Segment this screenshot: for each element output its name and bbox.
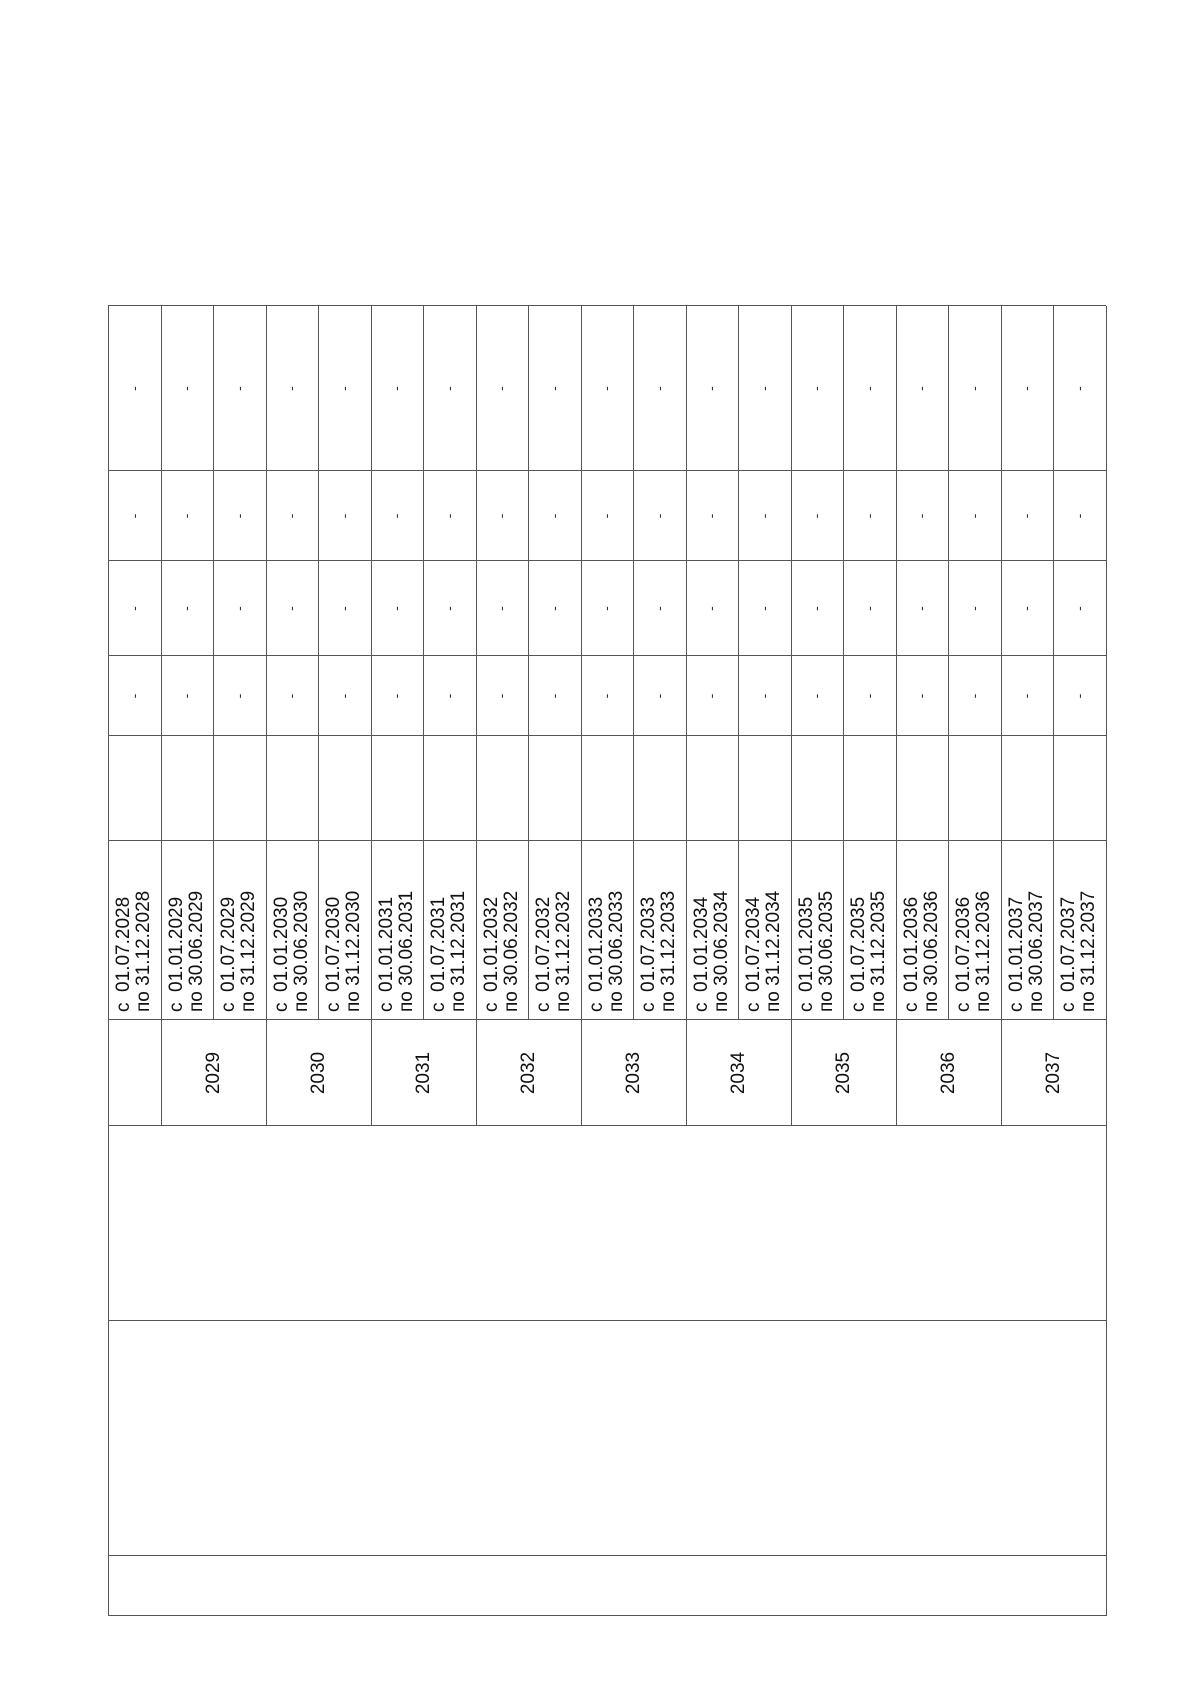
value-cell: - bbox=[230, 693, 247, 699]
period-cell: с 01.01.2032 по 30.06.2032 bbox=[480, 890, 522, 1012]
value-cell: - bbox=[230, 513, 247, 519]
value-cell: - bbox=[913, 606, 930, 611]
column-divider bbox=[108, 1320, 1106, 1321]
period-cell: с 01.07.2028 по 31.12.2028 bbox=[113, 890, 155, 1012]
period-cell: с 01.07.2035 по 31.12.2035 bbox=[848, 890, 890, 1012]
value-cell: - bbox=[1018, 513, 1035, 519]
value-cell: - bbox=[545, 386, 562, 391]
value-cell: - bbox=[493, 606, 510, 611]
period-cell: с 01.01.2031 по 30.06.2031 bbox=[375, 890, 417, 1012]
period-cell: с 01.07.2029 по 31.12.2029 bbox=[218, 890, 260, 1012]
value-cell: - bbox=[388, 386, 405, 391]
value-cell: - bbox=[493, 693, 510, 699]
value-cell: - bbox=[860, 606, 877, 611]
value-cell: - bbox=[1018, 386, 1035, 391]
year-cell: 2031 bbox=[412, 1051, 434, 1095]
value-cell: - bbox=[440, 386, 457, 391]
value-cell: - bbox=[808, 513, 825, 519]
value-cell: - bbox=[913, 513, 930, 519]
year-cell: 2037 bbox=[1042, 1051, 1064, 1095]
period-cell: с 01.07.2033 по 31.12.2033 bbox=[638, 890, 680, 1012]
value-cell: - bbox=[178, 693, 195, 699]
value-cell: - bbox=[1070, 513, 1087, 519]
year-cell: 2033 bbox=[622, 1051, 644, 1095]
value-cell: - bbox=[1070, 606, 1087, 611]
value-cell: - bbox=[1018, 693, 1035, 699]
value-cell: - bbox=[703, 513, 720, 519]
value-cell: - bbox=[545, 693, 562, 699]
rotated-table-frame bbox=[72, 112, 1142, 1616]
value-cell: - bbox=[125, 693, 142, 699]
value-cell: - bbox=[598, 693, 615, 699]
value-cell: - bbox=[913, 693, 930, 699]
value-cell: - bbox=[965, 693, 982, 699]
column-divider bbox=[108, 1555, 1106, 1556]
value-cell: - bbox=[388, 606, 405, 611]
value-cell: - bbox=[1070, 386, 1087, 391]
table-border-left bbox=[108, 1615, 1106, 1616]
period-cell: с 01.07.2036 по 31.12.2036 bbox=[953, 890, 995, 1012]
period-cell: с 01.01.2034 по 30.06.2034 bbox=[690, 890, 732, 1012]
value-cell: - bbox=[388, 513, 405, 519]
table-border-bottom bbox=[1106, 306, 1107, 1616]
period-cell: с 01.07.2032 по 31.12.2032 bbox=[533, 890, 575, 1012]
value-cell: - bbox=[335, 693, 352, 699]
period-cell: с 01.07.2030 по 31.12.2030 bbox=[323, 890, 365, 1012]
value-cell: - bbox=[860, 513, 877, 519]
value-cell: - bbox=[283, 693, 300, 699]
value-cell: - bbox=[178, 513, 195, 519]
value-cell: - bbox=[335, 513, 352, 519]
value-cell: - bbox=[335, 606, 352, 611]
value-cell: - bbox=[125, 606, 142, 611]
value-cell: - bbox=[598, 513, 615, 519]
value-cell: - bbox=[755, 386, 772, 391]
year-cell: 2035 bbox=[832, 1051, 854, 1095]
value-cell: - bbox=[808, 606, 825, 611]
value-cell: - bbox=[860, 693, 877, 699]
year-cell: 2030 bbox=[307, 1051, 329, 1095]
period-cell: с 01.07.2034 по 31.12.2034 bbox=[743, 890, 785, 1012]
value-cell: - bbox=[703, 386, 720, 391]
value-cell: - bbox=[703, 606, 720, 611]
value-cell: - bbox=[965, 386, 982, 391]
period-cell: с 01.01.2037 по 30.06.2037 bbox=[1005, 890, 1047, 1012]
period-cell: с 01.01.2029 по 30.06.2029 bbox=[165, 890, 207, 1012]
value-cell: - bbox=[650, 606, 667, 611]
period-cell: с 01.01.2033 по 30.06.2033 bbox=[585, 890, 627, 1012]
value-cell: - bbox=[650, 513, 667, 519]
value-cell: - bbox=[1018, 606, 1035, 611]
period-cell: с 01.07.2037 по 31.12.2037 bbox=[1058, 890, 1100, 1012]
value-cell: - bbox=[440, 606, 457, 611]
year-cell: 2029 bbox=[202, 1051, 224, 1095]
value-cell: - bbox=[755, 606, 772, 611]
value-cell: - bbox=[440, 693, 457, 699]
period-cell: с 01.01.2036 по 30.06.2036 bbox=[900, 890, 942, 1012]
value-cell: - bbox=[808, 693, 825, 699]
value-cell: - bbox=[440, 513, 457, 519]
value-cell: - bbox=[965, 513, 982, 519]
value-cell: - bbox=[860, 386, 877, 391]
value-cell: - bbox=[650, 386, 667, 391]
value-cell: - bbox=[755, 513, 772, 519]
value-cell: - bbox=[178, 606, 195, 611]
value-cell: - bbox=[283, 606, 300, 611]
value-cell: - bbox=[493, 386, 510, 391]
value-cell: - bbox=[283, 386, 300, 391]
schedule-table bbox=[72, 112, 1142, 1616]
value-cell: - bbox=[913, 386, 930, 391]
value-cell: - bbox=[598, 606, 615, 611]
value-cell: - bbox=[125, 386, 142, 391]
value-cell: - bbox=[388, 693, 405, 699]
period-cell: с 01.01.2030 по 30.06.2030 bbox=[270, 890, 312, 1012]
year-cell: 2036 bbox=[937, 1051, 959, 1095]
year-cell bbox=[108, 1020, 161, 1126]
value-cell: - bbox=[125, 513, 142, 519]
value-cell: - bbox=[493, 513, 510, 519]
value-cell: - bbox=[545, 606, 562, 611]
year-cell: 2034 bbox=[727, 1051, 749, 1095]
value-cell: - bbox=[965, 606, 982, 611]
value-cell: - bbox=[230, 606, 247, 611]
value-cell: - bbox=[755, 693, 772, 699]
value-cell: - bbox=[808, 386, 825, 391]
value-cell: - bbox=[1070, 693, 1087, 699]
value-cell: - bbox=[650, 693, 667, 699]
value-cell: - bbox=[178, 386, 195, 391]
value-cell: - bbox=[703, 693, 720, 699]
period-cell: с 01.07.2031 по 31.12.2031 bbox=[428, 890, 470, 1012]
year-cell: 2032 bbox=[517, 1051, 539, 1095]
value-cell: - bbox=[545, 513, 562, 519]
value-cell: - bbox=[230, 386, 247, 391]
value-cell: - bbox=[598, 386, 615, 391]
value-cell: - bbox=[335, 386, 352, 391]
value-cell: - bbox=[283, 513, 300, 519]
period-cell: с 01.01.2035 по 30.06.2035 bbox=[795, 890, 837, 1012]
